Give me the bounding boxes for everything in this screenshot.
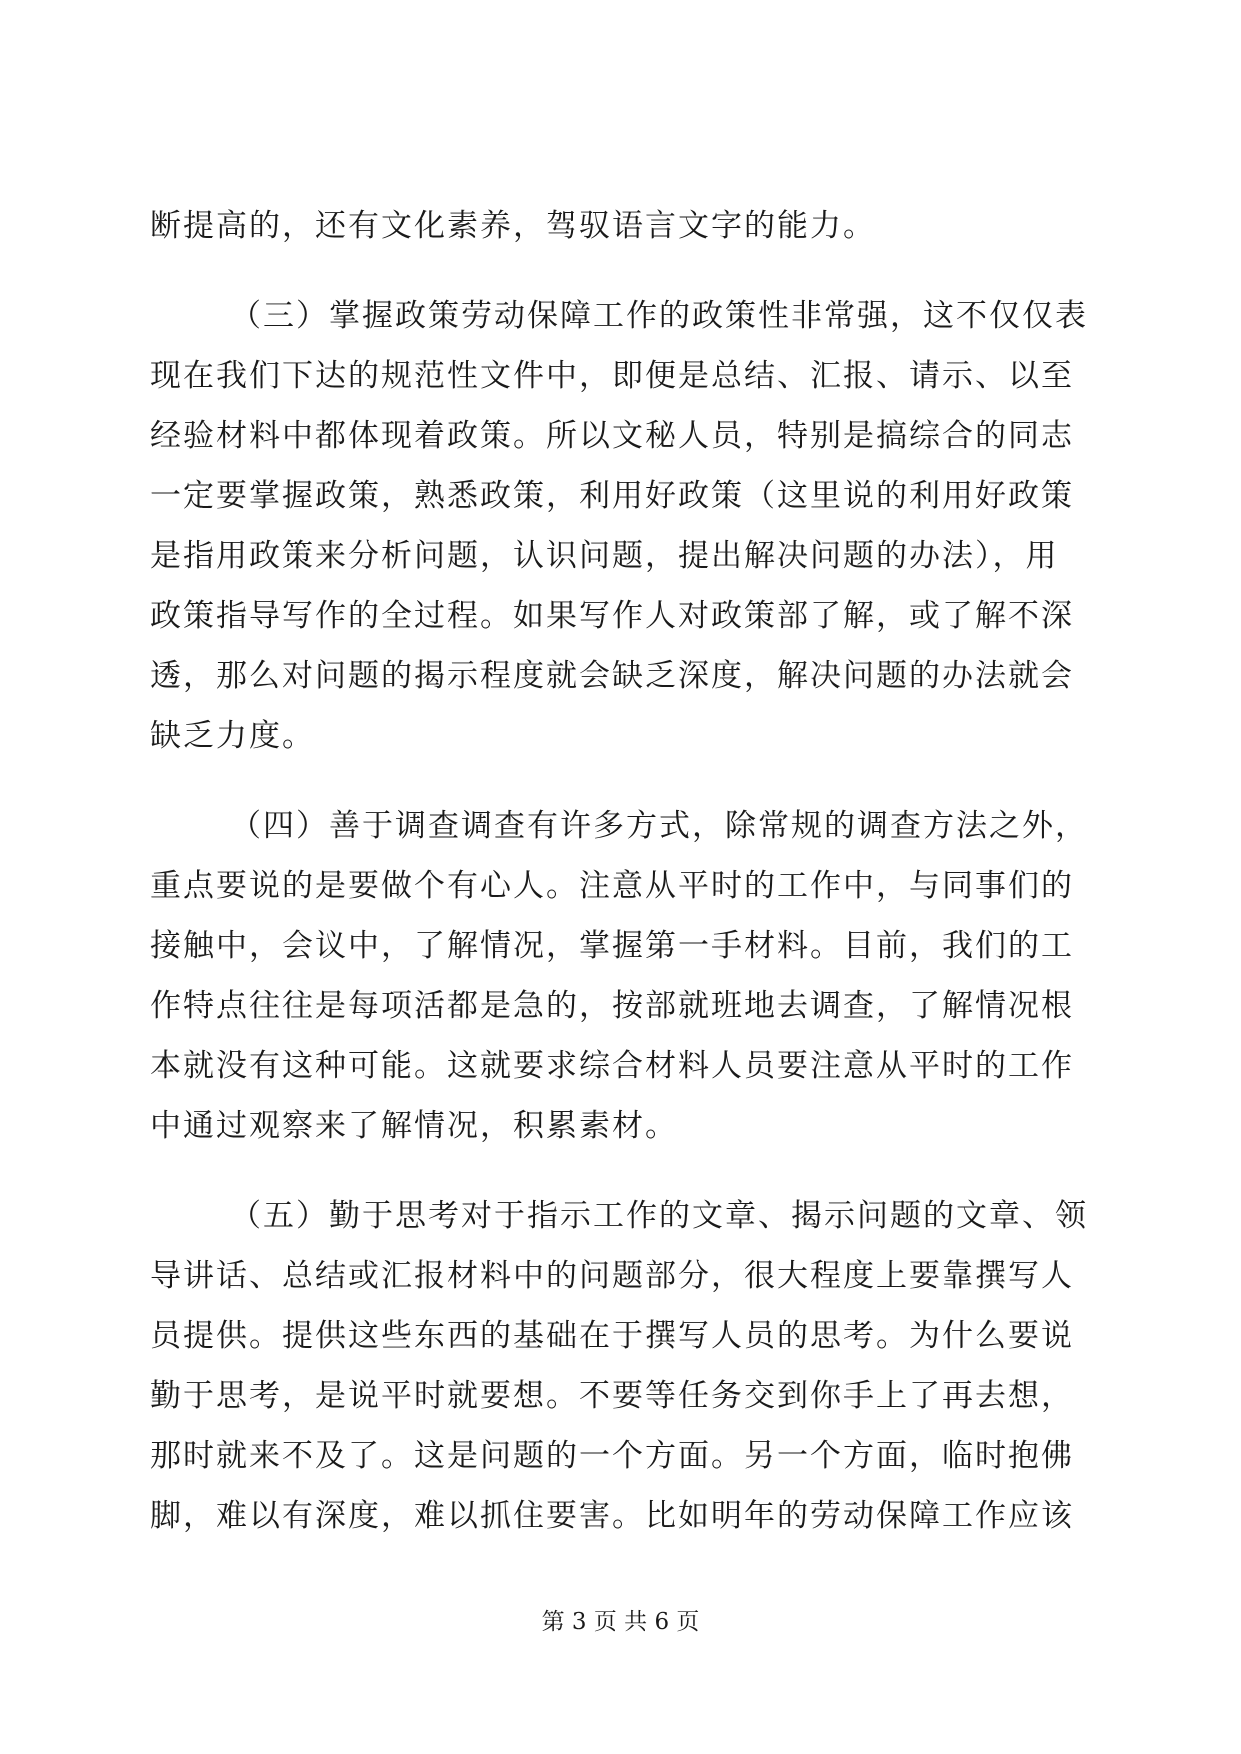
section-heading-line: （三）掌握政策劳动保障工作的政策性非常强，这不仅仅表: [230, 298, 1088, 334]
body-text-line: 脚，难以有深度，难以抓住要害。比如明年的劳动保障工作应该: [150, 1498, 1074, 1534]
body-text-line: 员提供。提供这些东西的基础在于撰写人员的思考。为什么要说: [150, 1318, 1074, 1354]
section-heading-line: （四）善于调查调查有许多方式，除常规的调查方法之外，: [230, 808, 1088, 844]
body-text-line: 断提高的，还有文化素养，驾驭语言文字的能力。: [150, 208, 876, 244]
body-text-line: 缺乏力度。: [150, 718, 315, 754]
body-text-line: 透，那么对问题的揭示程度就会缺乏深度，解决问题的办法就会: [150, 658, 1074, 694]
body-text-line: 中通过观察来了解情况，积累素材。: [150, 1108, 678, 1144]
body-text-line: 现在我们下达的规范性文件中，即便是总结、汇报、请示、以至: [150, 358, 1074, 394]
body-text-line: 本就没有这种可能。这就要求综合材料人员要注意从平时的工作: [150, 1048, 1074, 1084]
body-text-line: 那时就来不及了。这是问题的一个方面。另一个方面，临时抱佛: [150, 1438, 1074, 1474]
body-text-line: 重点要说的是要做个有心人。注意从平时的工作中，与同事们的: [150, 868, 1074, 904]
section-heading-line: （五）勤于思考对于指示工作的文章、揭示问题的文章、领: [230, 1198, 1088, 1234]
body-text-line: 是指用政策来分析问题，认识问题，提出解决问题的办法），用: [150, 538, 1059, 574]
body-text-line: 经验材料中都体现着政策。所以文秘人员，特别是搞综合的同志: [150, 418, 1074, 454]
body-text-line: 导讲话、总结或汇报材料中的问题部分，很大程度上要靠撰写人: [150, 1258, 1074, 1294]
body-text-line: 一定要掌握政策，熟悉政策，利用好政策（这里说的利用好政策: [150, 478, 1074, 514]
body-text-line: 作特点往往是每项活都是急的，按部就班地去调查，了解情况根: [150, 988, 1074, 1024]
body-text-line: 政策指导写作的全过程。如果写作人对政策部了解，或了解不深: [150, 598, 1074, 634]
page-number-footer: 第 3 页 共 6 页: [541, 1609, 700, 1635]
body-text-line: 勤于思考，是说平时就要想。不要等任务交到你手上了再去想，: [150, 1378, 1074, 1414]
body-text-line: 接触中，会议中，了解情况，掌握第一手材料。目前，我们的工: [150, 928, 1074, 964]
